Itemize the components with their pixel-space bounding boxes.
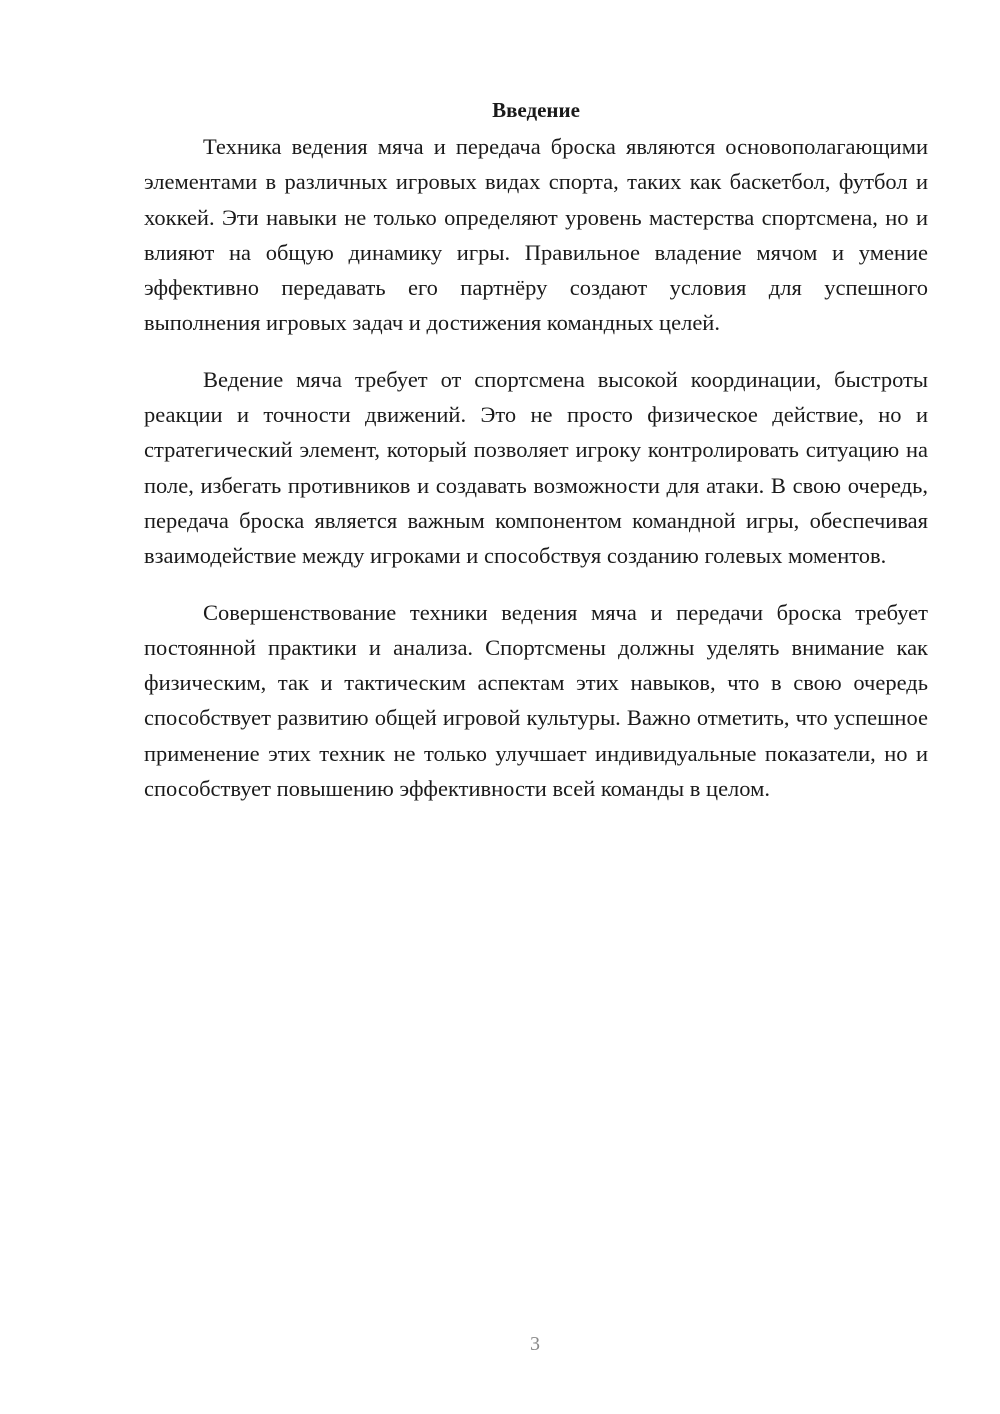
paragraph-2: Ведение мяча требует от спортсмена высокой координации, быстроты реакции и точности движений. Это не просто физическое действие, но и стратегический элемент, который позволяет игроку контролировать ситуацию на поле, избегать противников и создавать возможности для атаки. В свою очередь, передача броска является важным компонентом командной игры, обеспечивая взаимодействие между игроками и способствуя созданию голевых моментов. [144,366,928,569]
section-title: Введение [492,98,580,122]
page-number: 3 [530,1333,540,1355]
document-body [144,92,928,827]
paragraph-3: Совершенствование техники ведения мяча и передачи броска требует постоянной практики и анализа. Спортсмены должны уделять внимание как физическим, так и тактическим аспектам этих навыков, что в свою очередь способствует развитию общей игровой культуры. Важно отметить, что успешное применение этих техник не только улучшает индивидуальные показатели, но и способствует повышению эффективности всей команды в целом. [144,599,928,802]
paragraph-1: Техника ведения мяча и передача броска являются основополагающими элементами в различных игровых видах спорта, таких как баскетбол, футбол и хоккей. Эти навыки не только определяют уровень мастерства спортсмена, но и влияют на общую динамику игры. Правильное владение мячом и умение эффективно передавать его партнёру создают условия для успешного выполнения игровых задач и достижения командных целей. [144,134,928,336]
